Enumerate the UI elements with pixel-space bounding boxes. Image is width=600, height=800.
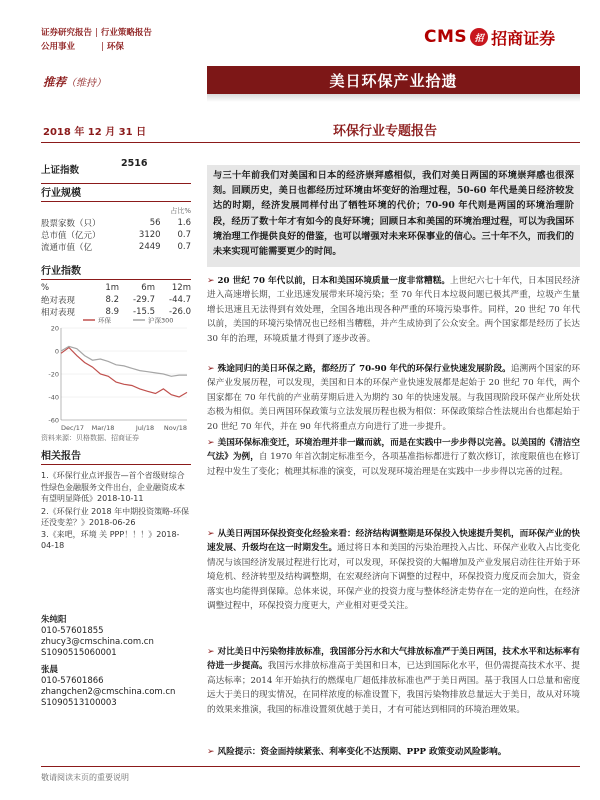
index-box [41,158,191,184]
subsector: 环保 [106,42,124,52]
bullet-icon: ➢ [207,438,215,448]
y-tick-label: 0 [54,347,59,356]
rating [43,74,106,90]
para-lead: 20 世纪 70 年代以前，日本和美国环境质量一度非常糟糕。 [217,276,451,286]
analyst-2 [41,665,191,709]
x-tick-label: Mar/18 [91,424,115,432]
x-tick-label: Dec/17 [61,424,85,432]
divider [41,201,191,202]
para-body: 追溯两个国家的环保产业发展历程，可以发现，美国和日本的环保产业快速发展都是起始于 20 世纪 70 年代，两个国家都在 70 年代前的产业萌芽期后进入为期约 30 年的快速发展。与我国现阶段环保产业所处状态极为相似。美日两国环保政策与立法发展历程也极为相似：环保政策综合性法规出台也都起始于 20 世纪 70 年代，并在 90 年代将重点方向进行了进一步提升。 [207,364,580,432]
analyst-phone: 010-57601866 [41,676,104,686]
report-subtype: 行业策略报告 [100,28,152,38]
table-header: % 1m 6m 12m [41,283,191,293]
index-value: 2516 [121,158,148,169]
table-row: 流通市值（亿 2449 0.7 [41,242,191,253]
y-tick-label: -20 [48,370,59,379]
performance-table [41,282,191,318]
bullet-icon: ➢ [207,747,215,757]
analyst-license: S1090515060001 [41,648,117,658]
bullet-icon: ➢ [207,276,215,286]
analyst-license: S1090513100003 [41,698,117,708]
legend-label: 环保 [98,316,111,325]
paragraph-4 [207,527,580,613]
y-tick-label: 20 [50,324,59,333]
divider [41,279,191,280]
para-lead: 从美日两国环保投资变化经验来看：经济结构调整期是环保投入快速提升契机，而环保产业的快速发展、升级均在这一时期发生。 [207,529,580,554]
header-line-2 [41,40,152,54]
rating-modifier: （维持） [66,78,106,89]
analyst-1 [41,615,191,659]
analyst-email[interactable]: zhangchen2@cmschina.com.cn [41,687,176,697]
bullet-icon: ➢ [207,647,215,657]
header-line-1 [41,26,152,40]
divider [41,464,191,465]
footer-note: 敬请阅读末页的重要说明 [41,773,129,782]
table-row: 绝对表现 8.2 -29.7 -44.7 [41,295,191,306]
table-row: 相对表现 8.9 -15.5 -26.0 [41,307,191,318]
ratio-header: 占比% [170,207,191,215]
paragraph-2 [207,362,580,434]
para-body: 自 1970 年首次制定标准至今，各项基准指标都进行了数次修订，浓度限值也在修订过程中发生了变化；梳理其标准的演变，可以发现环境治理是在实践中一步步得以完善的过程。 [207,452,580,477]
logo-cn-text: 招商证券 [491,28,556,48]
para-body: 通过将日本和美国的污染治理投入占比、环保产业收入占比变化情况与该国经济发展过程进行比对，可以发现，环保投资的大幅增加及产业发展启动往往开始于环境危机、经济转型及结构调整期，在宏观经济向下调整的过程中，环保投资力度反而会加大，资金落实也均能得到保障。总体来说，环保产业的投资力度与整体经济走势存在一定的逆向性，在经济调整过程中，环保投资力度更大，产业相对更受关注。 [207,543,580,612]
report-type: 证券研究报告 [41,28,93,38]
legend-label: 沪深300 [148,316,174,325]
industry-scale-title: 行业规模 [41,188,81,199]
x-tick-label: Jul/18 [135,424,155,432]
chart-source: 资料来源：贝格数据、招商证券 [41,434,139,442]
separator: | [95,28,98,38]
report-subtitle: 环保行业专题报告 [333,124,438,139]
report-type-header [41,26,152,54]
para-lead: 风险提示：资金面持续紧张、利率变化不达预期、PPP 政策变动风险影响。 [217,747,507,757]
abstract: 与三十年前我们对美国和日本的经济崇拜感相似，我们对美日两国的环境崇拜感也很深刻。回顾历史，美日也都经历过环境由坏变好的治理过程，50-60 年代是美日经济较发达的时期，经济发展同样付出了牺牲环境的代价；70-90 年代则是两国的环境治理阶段，经历了数十年才有如今的良好环境；回顾日本和美国的环境治理过程，可以为我国环境治理工作提供良好的借鉴，也可以增强对未来环保事业的信心。三十年不久，而我们的未来实现可能需要更少的时间。 [207,165,580,267]
related-title: 相关报告 [41,451,81,462]
report-date: 2018 年 12 月 31 日 [43,127,147,138]
para-lead: 美国环保标准变迁，环境治理并非一蹴而就，而是在实践中一步步得以完善。以美国的《清洁空气法》为例， [207,438,580,463]
para-body: 上世纪六七十年代，日本国民经济进入高速增长期，工业迅速发展带来环境污染；至 70 年代日本垃圾问题已极其严重，垃圾产生量增长迅速且无法得到有效处理，全国各地出现各种严重的环境污染事件。同样，20 世纪 70 年代以前，美国的环境污染情况也已经相当糟糕，并产生成协到了公众安全。两个国家都是经历了长达 30 年的治理，环境质量才得到了逐步改善。 [207,276,580,344]
table-row: 总市值（亿元） 3120 0.7 [41,230,191,241]
paragraph-6 [207,745,580,759]
analyst-phone: 010-57601855 [41,626,104,636]
paragraph-1 [207,274,580,346]
industry-scale [41,184,191,253]
separator: | [101,42,104,52]
analyst-name: 张晨 [41,665,59,675]
paragraph-3 [207,436,580,479]
cms-logo [424,26,555,48]
bullet-icon: ➢ [207,529,215,539]
industry-index-title: 行业指数 [41,266,81,277]
footer-divider [41,766,580,767]
para-body: 我国污水排放标准高于美国和日本，已达到国际化水平，但仍需提高技术水平、提高达标率；2014 年开始执行的燃煤电厂超低排放标准也严于美日两国。基于我国人口总量和密度远大于美日的现实情况，在同样浓度的标准设置下，我国污染物排放总量远大于美日，故从对环境的效果来推演，我国的标准设置须优越于美日，才有可能达到相同的环境治理效果。 [207,661,580,715]
index-label: 上证指数 [41,165,80,176]
related-item[interactable]: 1.《环保行业点评报告—首个省级财综合性绿色金融服务文件出台，企业融资成本有望明显降低》2018-10-11 [41,471,185,503]
industry-scale-table [41,205,191,253]
para-lead: 殊途同归的美日环保之路，都经历了 70-90 年代的环保行业快速发展阶段。 [217,364,511,374]
report-title: 美日环保产业拾遗 [207,66,580,94]
industry-index [41,262,191,318]
y-tick-label: -60 [48,416,59,425]
bullet-icon: ➢ [207,364,215,374]
analyst-name: 朱纯阳 [41,615,67,625]
x-tick-label: Nov/18 [163,424,187,432]
analyst-email[interactable]: zhucy3@cmschina.com.cn [41,637,154,647]
logo-badge-icon: 招 [470,28,488,46]
related-item[interactable]: 2.《环保行业 2018 年中期投资策略-环保还没变差？》2018-06-26 [41,506,189,527]
table-row: 股票家数（只） 56 1.6 [41,218,191,229]
header-divider [41,142,580,143]
para-lead: 对比美日中污染物排放标准，我国部分污水和大气排放标准严于美日两国，技术水平和达标率有待进一步提高。 [207,647,580,672]
series-line-0 [61,348,187,398]
y-tick-label: -40 [48,393,59,402]
related-reports [41,447,191,552]
sector: 公用事业 [41,42,76,52]
performance-chart [41,314,191,434]
paragraph-5 [207,645,580,717]
logo-cms-text: CMS [424,27,468,47]
title-shadow [207,94,580,102]
related-item[interactable]: 3.《来吧，环境 关 PPP！！！》2018-04-18 [41,529,180,550]
rating-label: 推荐 [43,75,66,89]
